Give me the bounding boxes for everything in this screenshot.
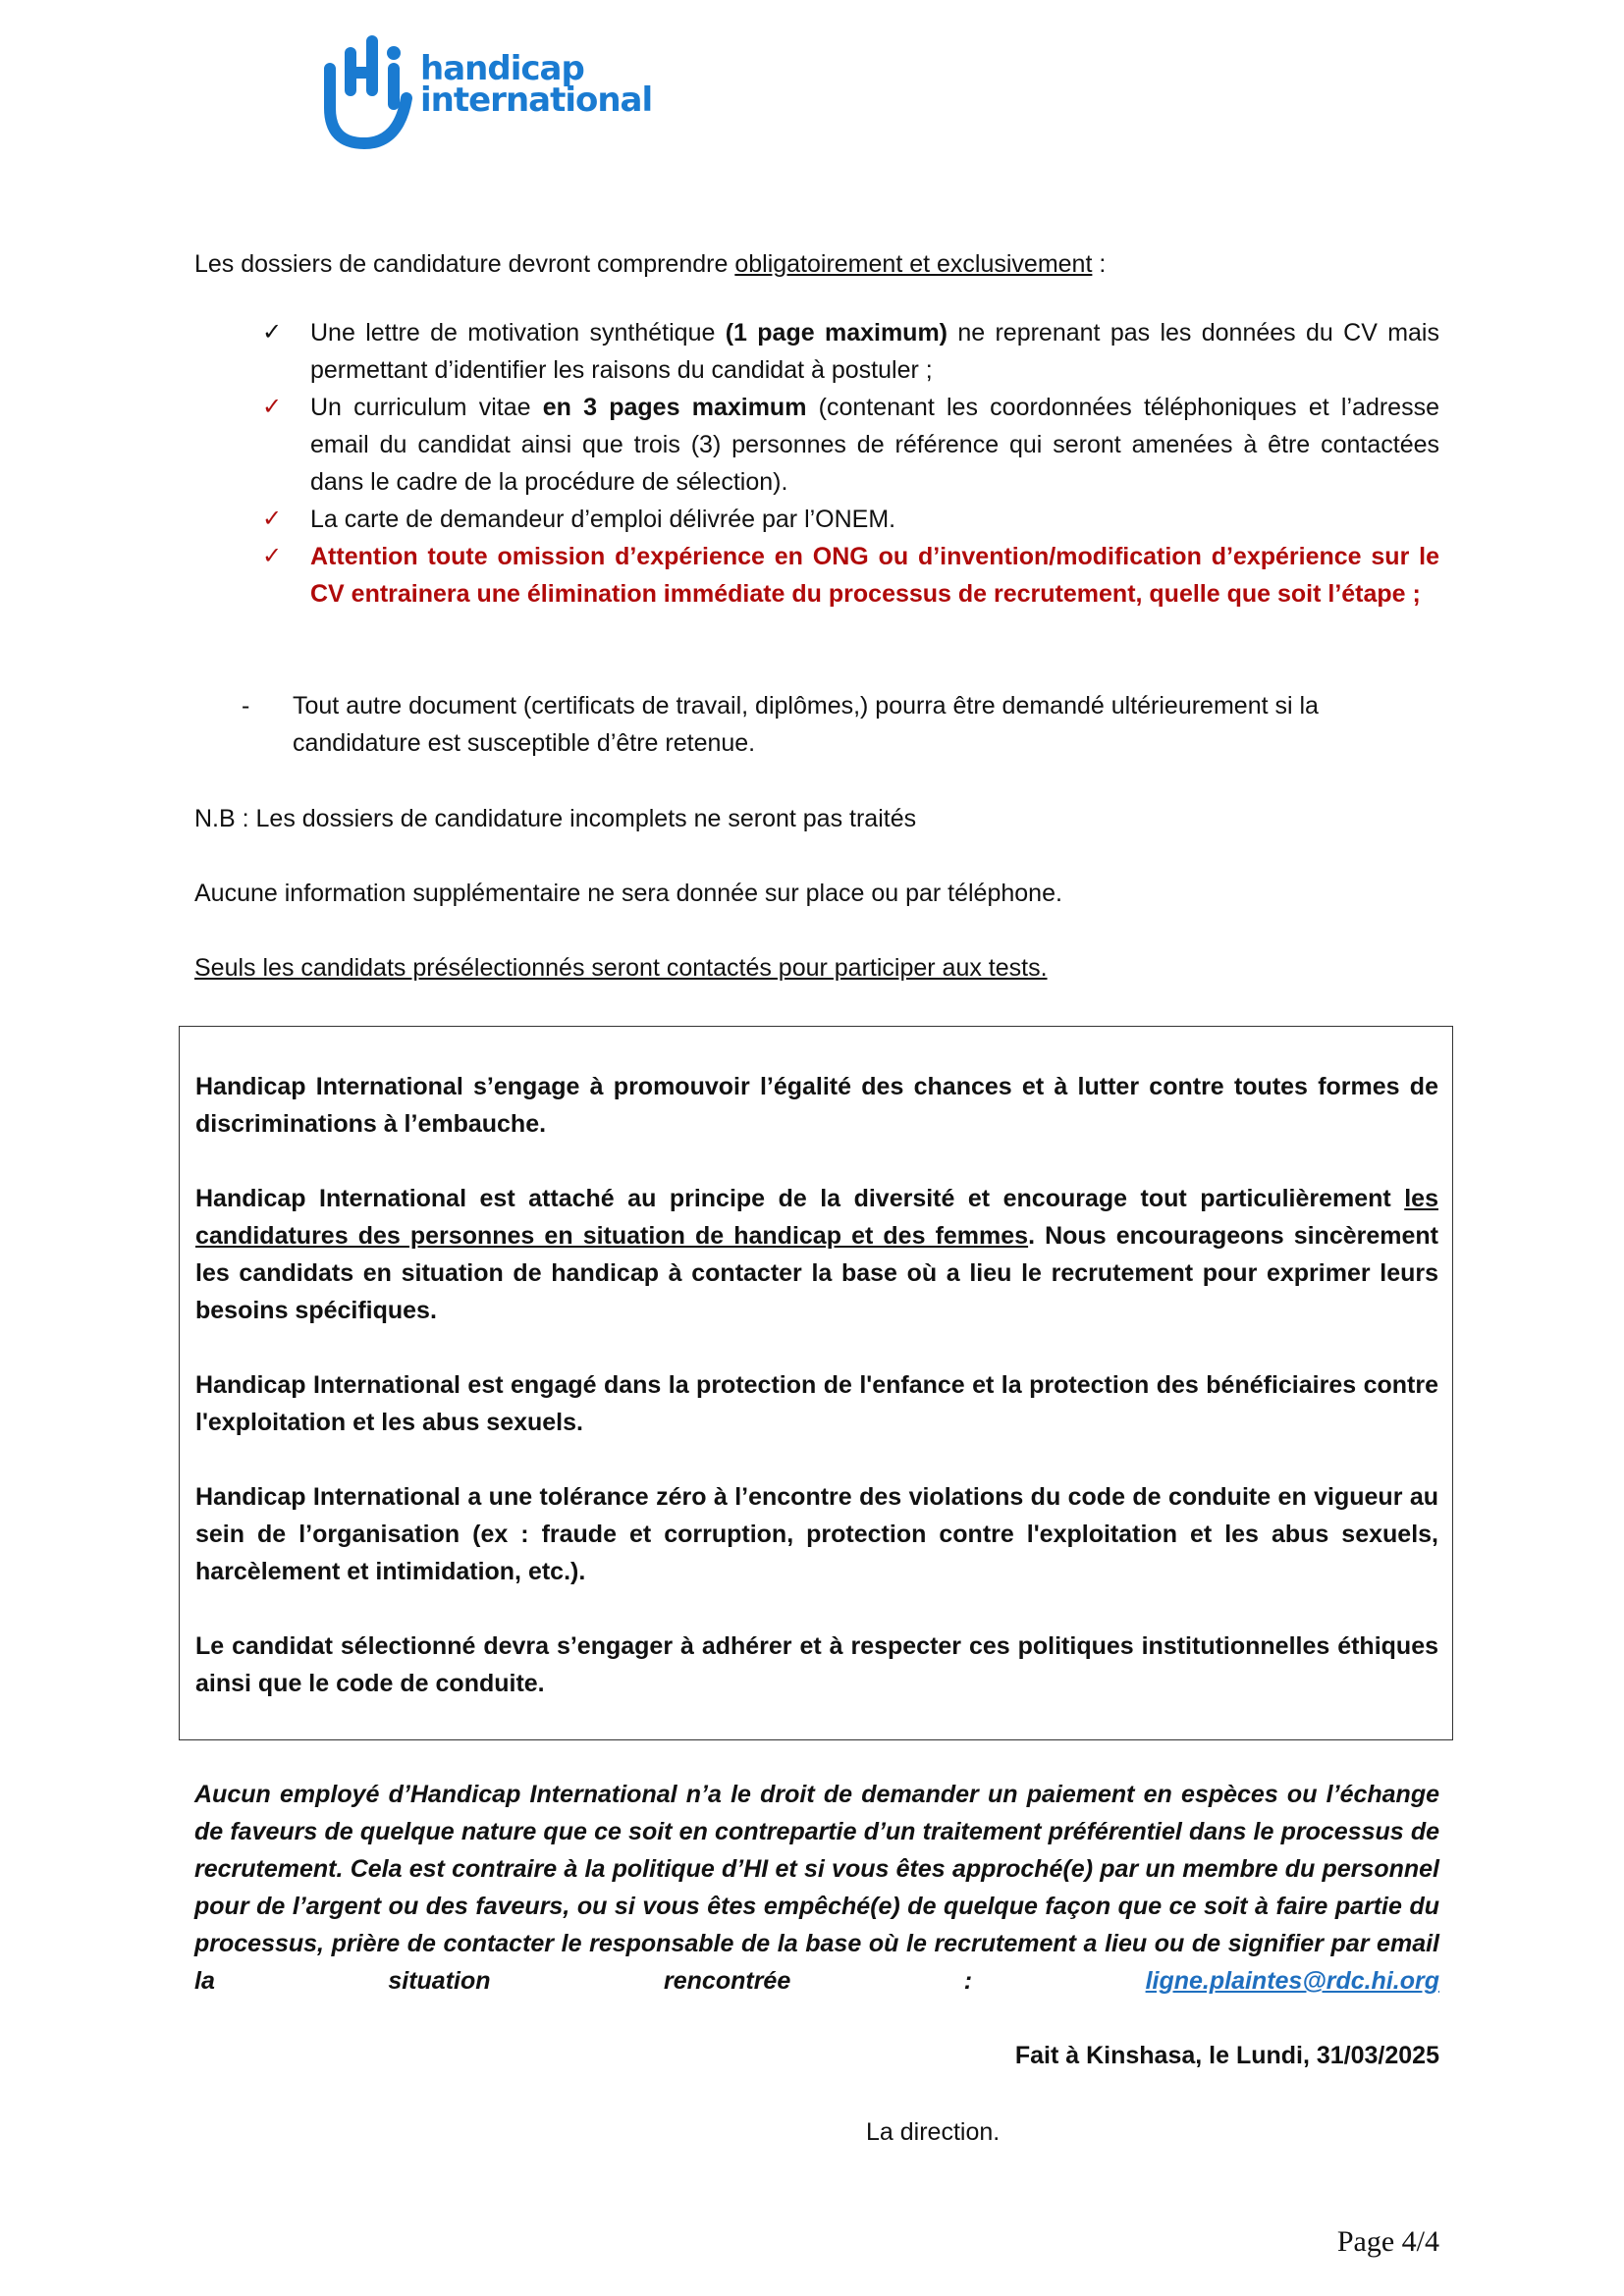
intro-text: Les dossiers de candidature devront comprendre: [194, 250, 735, 278]
anti-fraud-notice: [194, 1776, 1439, 2000]
requirement-text: Une lettre de motivation synthétique: [310, 319, 726, 347]
requirement-text: Un curriculum vitae: [310, 394, 543, 421]
other-documents-text: Tout autre document (certificats de travail, diplômes,) pourra être demandé ultérieurement si la candidature est susceptible d’être retenue.: [293, 692, 1319, 757]
hand-logo-icon: [320, 29, 418, 152]
logo-line-international: international: [420, 80, 653, 120]
logo-line-handicap: handicap: [420, 49, 584, 88]
requirement-text: La carte de demandeur d’emploi délivrée par l’ONEM.: [310, 506, 896, 533]
policy-zero-tolerance: Handicap International a une tolérance zéro à l’encontre des violations du code de conduite en vigueur au sein de l’organisation (ex : fraude et corruption, protection contre l'exploitation et les abus sexuels, harcèlement et intimidation, etc.).: [195, 1483, 1438, 1585]
policy-diversity: [195, 1180, 1438, 1329]
requirement-bold: (1 page maximum): [725, 319, 947, 347]
requirement-bold: en 3 pages maximum: [542, 394, 807, 421]
requirement-item-warning: [259, 538, 1439, 613]
warning-text: Attention toute omission d’expérience en ONG ou d’invention/modification d’expérience sur le CV entrainera une élimination immédiate du processus de recrutement, quelle que soit l’étape ;: [310, 543, 1439, 608]
nb-note: N.B : Les dossiers de candidature incomplets ne seront pas traités: [194, 805, 917, 832]
check-icon: ✓: [262, 543, 283, 569]
no-info-note: Aucune information supplémentaire ne sera donnée sur place ou par téléphone.: [194, 880, 1062, 907]
complaints-email-link[interactable]: ligne.plaintes@rdc.hi.org: [1145, 1967, 1439, 1995]
check-icon: ✓: [262, 394, 283, 420]
shortlist-note: Seuls les candidats présélectionnés seront contactés pour participer aux tests.: [194, 954, 1048, 982]
other-documents-item: [242, 687, 1439, 762]
requirement-item-cover-letter: [259, 314, 1439, 389]
policy-child-protection: Handicap International est engagé dans la protection de l'enfance et la protection des bénéficiaires contre l'exploitation et les abus sexuels.: [195, 1371, 1438, 1436]
policy-box: [179, 1026, 1453, 1740]
requirements-checklist: [259, 314, 1439, 613]
requirement-item-cv: [259, 389, 1439, 501]
policy-diversity-text: Handicap International est attaché au principe de la diversité et encourage tout particulièrement: [195, 1185, 1405, 1212]
policy-diversity-text: . Nous encourageons sincèrement les candidats en situation de handicap à contacter la base où a lieu le recrutement pour exprimer leurs besoins spécifiques.: [195, 1222, 1438, 1324]
page-number: Page 4/4: [1336, 2225, 1439, 2258]
dash-bullet: -: [242, 692, 250, 720]
check-icon: ✓: [262, 506, 283, 532]
logo-wordmark: [420, 49, 653, 120]
signature-date: Fait à Kinshasa, le Lundi, 31/03/2025: [1014, 2042, 1439, 2069]
policy-diversity-underlined: les candidatures des personnes en situation de handicap et des femmes: [195, 1185, 1438, 1250]
anti-fraud-text: Aucun employé d’Handicap International n’a le droit de demander un paiement en espèces ou l’échange de faveurs de quelque nature que ce soit en contrepartie d’un traitement préférentiel dans le processus de recrutement. Cela est contraire à la politique d’HI et si vous êtes approché(e) par un membre du personnel pour de l’argent ou des faveurs, ou si vous êtes empêché(e) de quelque façon que ce soit à faire partie du processus, prière de contacter le responsable de la base où le recrutement a lieu ou de signifier par email la situation rencontrée :: [194, 1781, 1439, 1995]
policy-equal-opportunity: Handicap International s’engage à promouvoir l’égalité des chances et à lutter contre toutes formes de discriminations à l’embauche.: [195, 1073, 1438, 1138]
check-icon: ✓: [262, 319, 283, 346]
signature-name: La direction.: [866, 2118, 1001, 2146]
policy-commitment: Le candidat sélectionné devra s’engager à adhérer et à respecter ces politiques institutionnelles éthiques ainsi que le code de conduite.: [195, 1632, 1438, 1697]
requirement-text: (contenant les coordonnées téléphoniques et l’adresse email du candidat ainsi que trois (3) personnes de référence qui seront amenées à être contactées dans le cadre de la procédure de sélection).: [310, 394, 1439, 496]
handicap-international-logo: [320, 29, 654, 152]
requirement-text: ne reprenant pas les données du CV mais permettant d’identifier les raisons du candidat à postuler ;: [310, 319, 1439, 384]
requirement-item-onem-card: [259, 501, 1439, 538]
intro-underlined: obligatoirement et exclusivement: [734, 250, 1093, 278]
intro-paragraph: [194, 245, 1439, 283]
intro-suffix: :: [1092, 250, 1107, 278]
